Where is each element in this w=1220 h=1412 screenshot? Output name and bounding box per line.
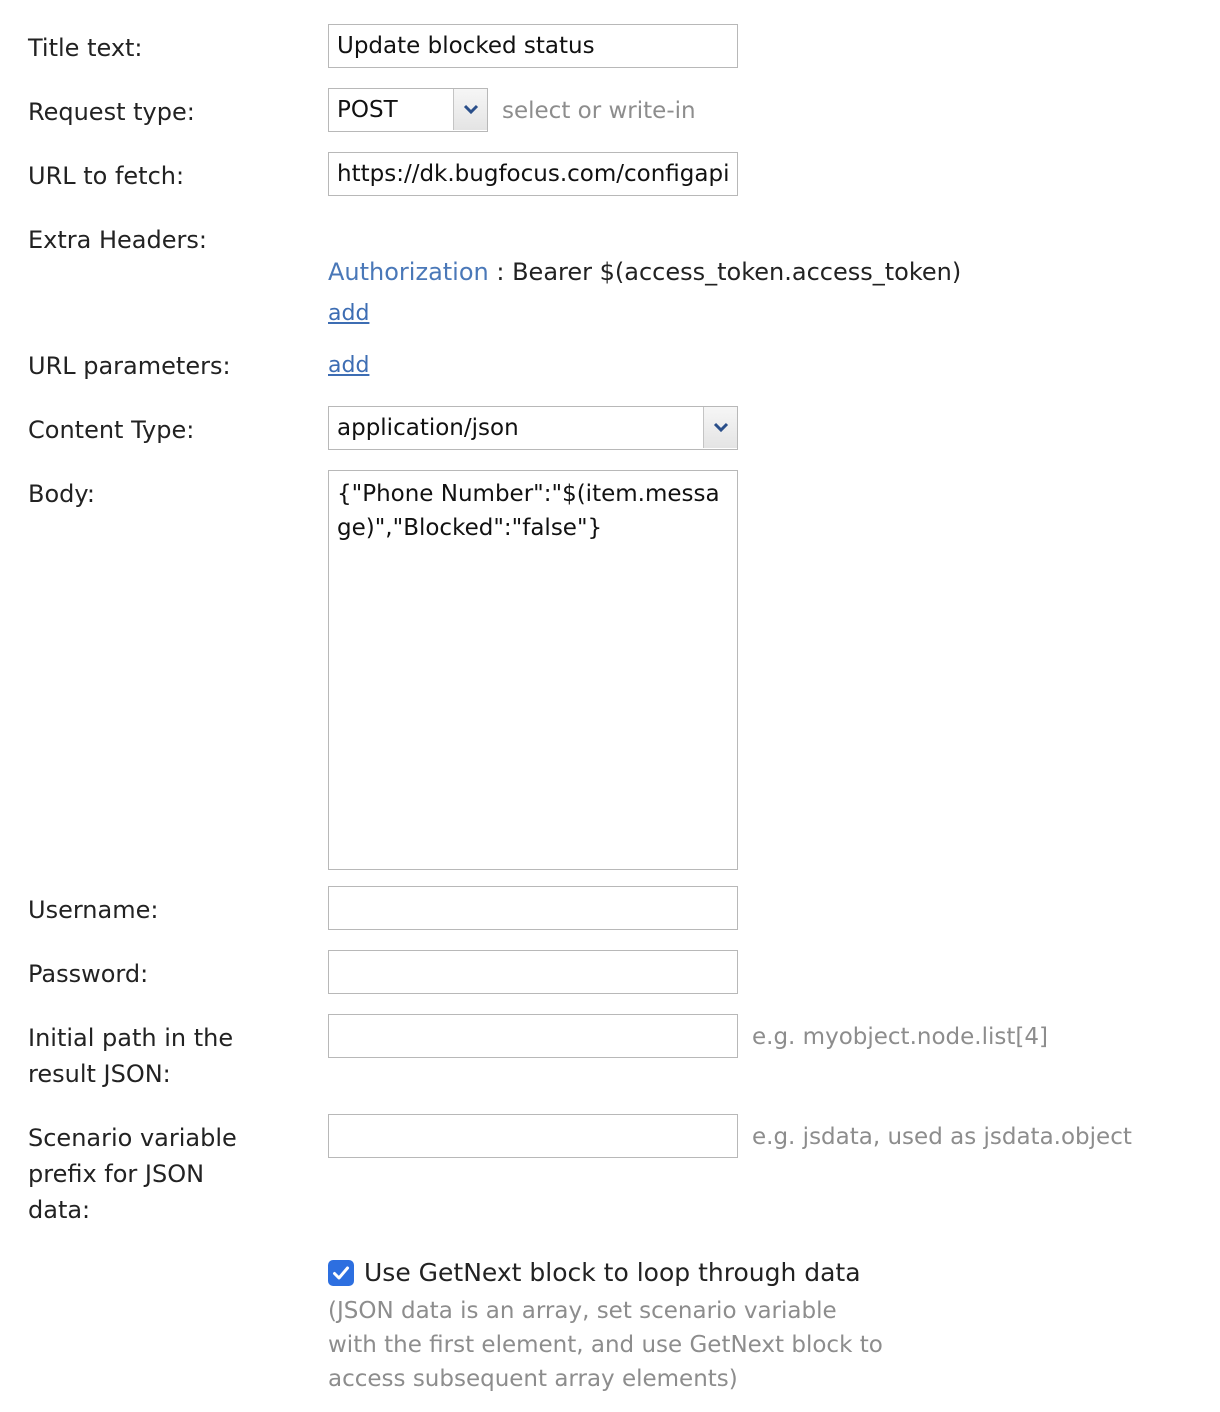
scenario-prefix-input[interactable]: [328, 1114, 738, 1158]
username-label: Username:: [28, 896, 159, 924]
body-textarea[interactable]: [328, 470, 738, 870]
initial-path-label: Initial path in the result JSON:: [28, 1024, 234, 1088]
extra-header-row: [328, 254, 961, 290]
chevron-down-icon: [463, 104, 479, 115]
content-type-dropdown-button[interactable]: [703, 407, 737, 448]
scenario-prefix-hint: e.g. jsdata, used as jsdata.object: [752, 1124, 1132, 1150]
body-label: Body:: [28, 480, 95, 508]
password-label: Password:: [28, 960, 149, 988]
initial-path-hint: e.g. myobject.node.list[4]: [752, 1024, 1048, 1050]
content-type-select[interactable]: [328, 406, 738, 450]
url-parameters-label: URL parameters:: [28, 352, 231, 380]
request-type-value: POST: [337, 97, 398, 123]
content-type-label: Content Type:: [28, 416, 195, 444]
checkmark-icon: [331, 1263, 351, 1283]
use-getnext-checkbox[interactable]: [328, 1260, 354, 1286]
add-extra-header-link[interactable]: add: [328, 301, 370, 326]
username-input[interactable]: [328, 886, 738, 930]
url-to-fetch-input[interactable]: [328, 152, 738, 196]
extra-header-name-link[interactable]: Authorization: [328, 258, 489, 286]
content-type-value: application/json: [337, 415, 519, 441]
url-to-fetch-label: URL to fetch:: [28, 162, 185, 190]
title-text-input[interactable]: [328, 24, 738, 68]
extra-header-value: Bearer $(access_token.access_token): [512, 258, 962, 286]
initial-path-input[interactable]: [328, 1014, 738, 1058]
password-input[interactable]: [328, 950, 738, 994]
scenario-prefix-label: Scenario variable prefix for JSON data:: [28, 1124, 237, 1224]
extra-header-separator: :: [488, 258, 513, 286]
extra-headers-label: Extra Headers:: [28, 226, 207, 254]
add-url-parameter-link[interactable]: add: [328, 353, 370, 378]
chevron-down-icon: [713, 422, 729, 433]
title-text-label: Title text:: [28, 34, 143, 62]
request-type-dropdown-button[interactable]: [453, 89, 487, 130]
request-type-select[interactable]: [328, 88, 488, 132]
use-getnext-note: (JSON data is an array, set scenario variable with the first element, and use GetNext block to access subsequent array elements): [328, 1298, 883, 1392]
request-type-hint: select or write-in: [502, 98, 696, 124]
use-getnext-label[interactable]: Use GetNext block to loop through data: [364, 1258, 861, 1287]
request-type-label: Request type:: [28, 98, 195, 126]
